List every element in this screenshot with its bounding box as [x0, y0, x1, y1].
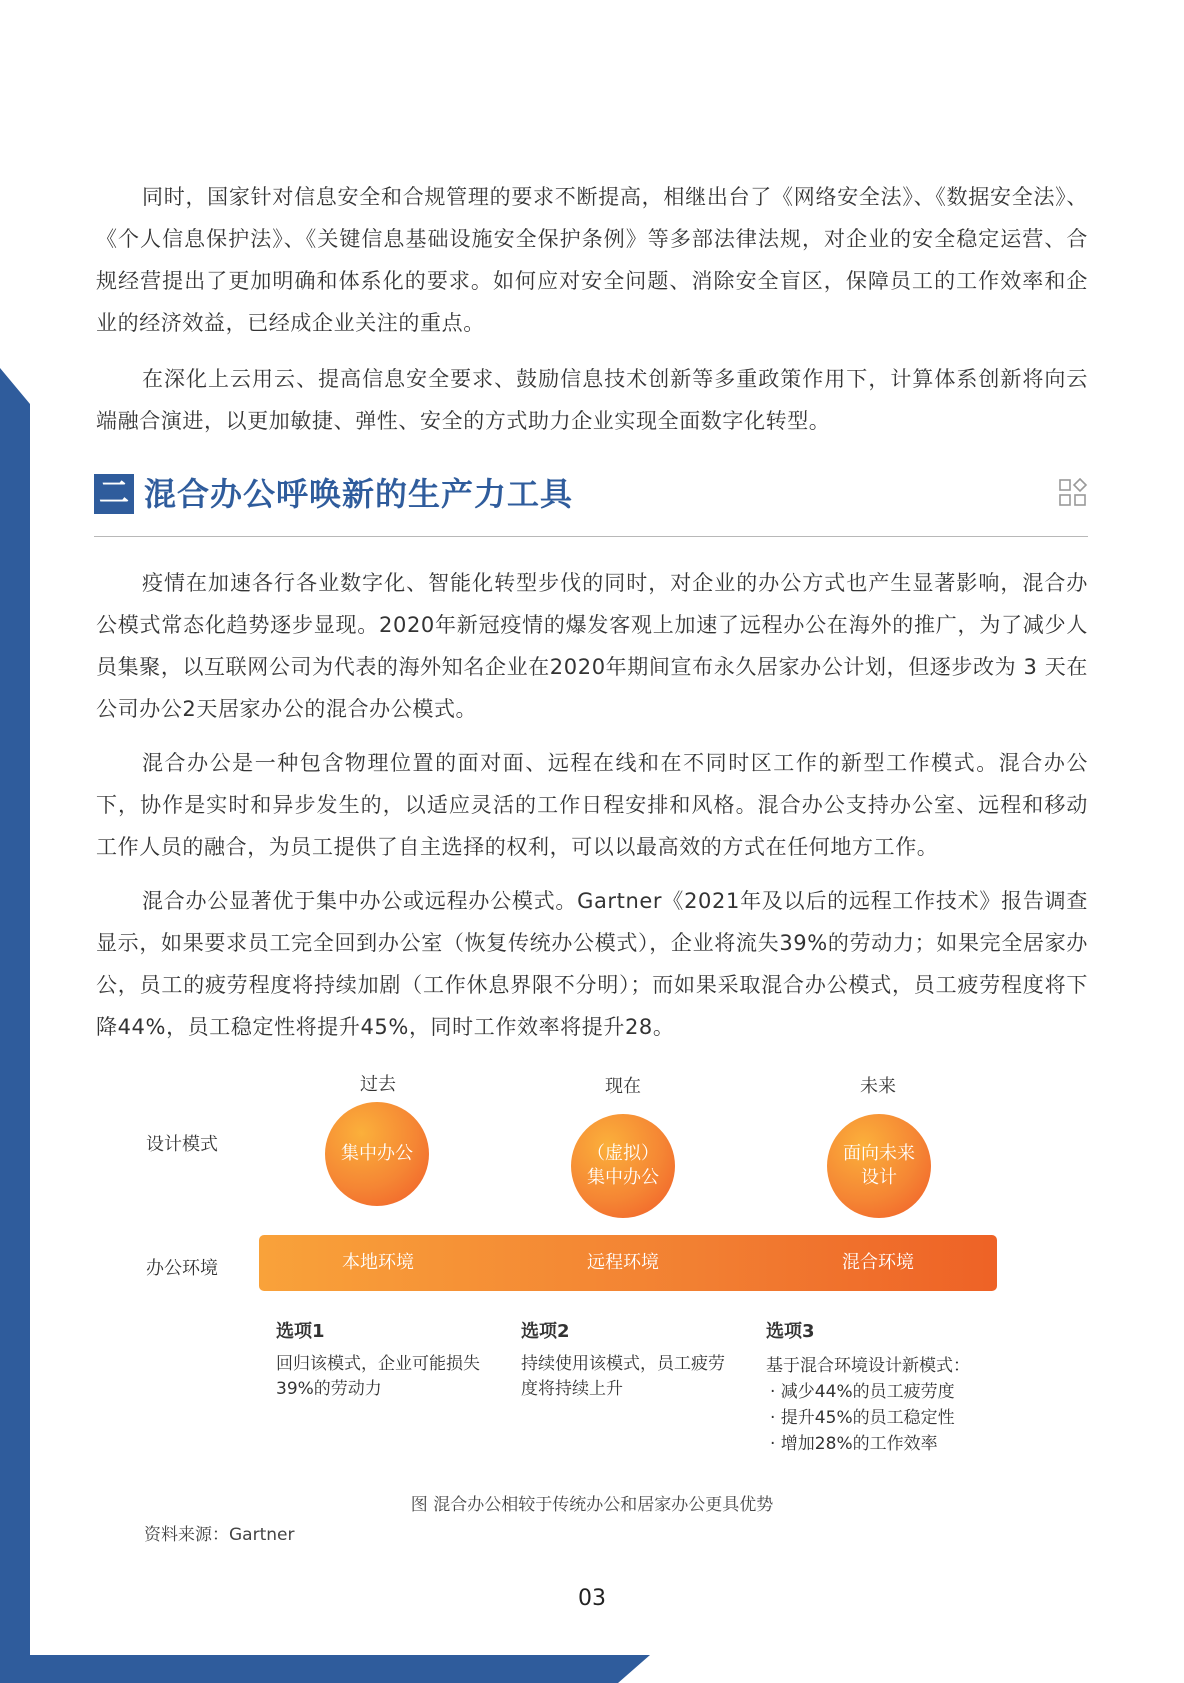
section-title: 混合办公呼唤新的生产力工具 — [144, 475, 574, 513]
intro-paragraph-2: 在深化上云用云、提高信息安全要求、鼓励信息技术创新等多重政策作用下，计算体系创新将向云端融合演进，以更加敏捷、弹性、安全的方式助力企业实现全面数字化转型。 — [96, 367, 1088, 433]
environment-label-remote: 远程环境 — [587, 1252, 659, 1273]
section-paragraph-3: 混合办公显著优于集中办公或远程办公模式。Gartner《2021年及以后的远程工作技术》报告调查显示，如果要求员工完全回到办公室（恢复传统办公模式），企业将流失39%的劳动力；如果完全居家办公，员工的疲劳程度将持续加剧（工作休息界限不分明）；而如果采取混合办公模式，员工疲劳程度将下降44%，员工稳定性将提升45%，同时工作效率将提升28。 — [96, 889, 1088, 1039]
section-paragraph-2: 混合办公是一种包含物理位置的面对面、远程在线和在不同时区工作的新型工作模式。混合办公下，协作是实时和异步发生的，以适应灵活的工作日程安排和风格。混合办公支持办公室、远程和移动工作人员的融合，为员工提供了自主选择的权利，可以以最高效的方式在任何地方工作。 — [96, 751, 1088, 859]
design-mode-circle-past — [325, 1102, 429, 1206]
column-label-future: 未来 — [860, 1076, 896, 1097]
option-3-bullet: · 减少44%的员工疲劳度 — [770, 1382, 955, 1402]
option-3-title: 选项3 — [766, 1321, 815, 1342]
design-mode-text: （虚拟） — [587, 1143, 659, 1164]
row-label-design: 设计模式 — [146, 1134, 218, 1155]
design-mode-text: 集中办公 — [341, 1143, 413, 1164]
section-heading — [94, 474, 1088, 540]
design-mode-text: 面向未来 — [843, 1143, 915, 1164]
option-3-bullet: · 增加28%的工作效率 — [770, 1434, 938, 1454]
environment-label-local: 本地环境 — [342, 1252, 414, 1273]
option-1-text: 回归该模式，企业可能损失39%的劳动力 — [276, 1354, 480, 1399]
column-label-present: 现在 — [605, 1076, 641, 1097]
section-paragraph-1: 疫情在加速各行各业数字化、智能化转型步伐的同时，对企业的办公方式也产生显著影响，混合办公模式常态化趋势逐步显现。2020年新冠疫情的爆发客观上加速了远程办公在海外的推广，为了减少人员集聚，以互联网公司为代表的海外知名企业在2020年期间宣布永久居家办公计划，但逐步改为 3 天在公司办公2天居家办公的混合办公模式。 — [96, 571, 1088, 721]
design-mode-circle-present — [571, 1114, 675, 1218]
intro-paragraph-1: 同时，国家针对信息安全和合规管理的要求不断提高，相继出台了《网络安全法》、《数据安全法》、《个人信息保护法》、《关键信息基础设施安全保护条例》等多部法律法规，对企业的安全稳定运营、合规经营提出了更加明确和体系化的要求。如何应对安全问题、消除安全盲区，保障员工的工作效率和企业的经济效益，已经成企业关注的重点。 — [96, 185, 1088, 335]
figure-caption: 图 混合办公相较于传统办公和居家办公更具优势 — [410, 1495, 774, 1515]
design-mode-circle-future — [827, 1114, 931, 1218]
option-2-title: 选项2 — [521, 1321, 570, 1342]
environment-label-hybrid: 混合环境 — [842, 1252, 914, 1273]
design-mode-text: 设计 — [861, 1167, 897, 1188]
grid-diamond-icon — [1058, 478, 1088, 508]
section-divider — [94, 536, 1088, 537]
option-2-text: 持续使用该模式，员工疲劳度将持续上升 — [521, 1354, 725, 1399]
option-3-bullet: · 提升45%的员工稳定性 — [770, 1408, 955, 1428]
option-3-text: 基于混合环境设计新模式： — [766, 1356, 970, 1376]
environment-bar — [259, 1235, 997, 1291]
section-number: 二 — [94, 474, 134, 514]
figure-source: 资料来源：Gartner — [144, 1525, 295, 1545]
column-label-past: 过去 — [360, 1074, 396, 1095]
option-1-title: 选项1 — [276, 1321, 325, 1342]
page-number: 03 — [578, 1586, 606, 1611]
row-label-environment: 办公环境 — [146, 1258, 218, 1279]
design-mode-text: 集中办公 — [587, 1167, 659, 1188]
